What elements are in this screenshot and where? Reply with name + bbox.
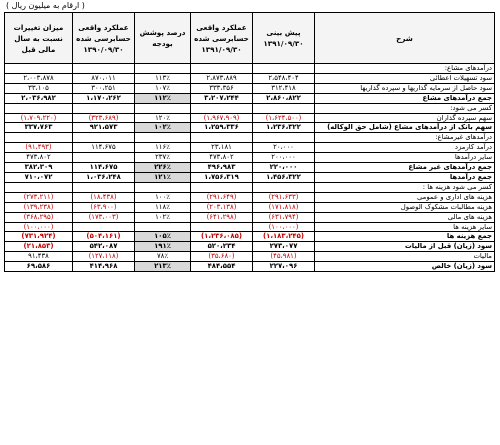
row-description: هزینه های مالی <box>315 212 495 222</box>
row-description: درآمدهای غیرمشاع: <box>315 133 495 143</box>
header-description: شرح <box>315 13 495 64</box>
table-row <box>5 202 495 212</box>
actual-prev-cell: ۸۷۰،۰۱۱ <box>73 73 135 83</box>
actual-cell: ۲،۸۷۳،۸۸۹ <box>191 73 253 83</box>
forecast-cell: (۲۹۱،۶۳۳) <box>253 192 315 202</box>
forecast-cell <box>253 103 315 113</box>
change-cell <box>5 182 73 192</box>
header-forecast: پیش بینی ۱۳۹۱/۰۹/۳۰ <box>253 13 315 64</box>
coverage-cell: ۲۲۶٪ <box>135 163 191 173</box>
actual-cell: ۱،۷۵۶،۳۱۹ <box>191 172 253 182</box>
actual-prev-cell: (۵۰۴،۱۶۱) <box>73 232 135 242</box>
actual-prev-cell <box>73 182 135 192</box>
forecast-cell <box>253 182 315 192</box>
table-row <box>5 103 495 113</box>
row-description: جمع درآمدهای مشاع <box>315 93 495 103</box>
table-row <box>5 113 495 123</box>
coverage-cell <box>135 103 191 113</box>
table-row <box>5 123 495 133</box>
actual-prev-cell: ۵۴۲،۰۸۷ <box>73 242 135 252</box>
table-row <box>5 163 495 173</box>
actual-cell: ۴۹۶،۹۸۳ <box>191 163 253 173</box>
header-actual-prev: عملکرد واقعی حسابرسی شده ۱۳۹۰/۰۹/۳۰ <box>73 13 135 64</box>
change-cell: ۳۳،۱۰۵ <box>5 83 73 93</box>
forecast-cell: ۲،۸۶۰،۸۲۲ <box>253 93 315 103</box>
forecast-cell: ۳۱۲،۴۱۸ <box>253 83 315 93</box>
coverage-cell: ۱۱۳٪ <box>135 73 191 83</box>
actual-prev-cell <box>73 103 135 113</box>
change-cell: (۳۶۸،۲۹۵) <box>5 212 73 222</box>
table-row <box>5 153 495 163</box>
row-description: جمع درآمدها <box>315 172 495 182</box>
table-body <box>5 64 495 272</box>
row-description: کسر می شود: <box>315 103 495 113</box>
actual-cell: ۱،۲۵۹،۳۳۶ <box>191 123 253 133</box>
table-row <box>5 83 495 93</box>
actual-cell: ۴۷۳،۸۰۲ <box>191 153 253 163</box>
header-actual: عملکرد واقعی حسابرسی شده ۱۳۹۱/۰۹/۳۰ <box>191 13 253 64</box>
change-cell: ۳۳۷،۷۶۳ <box>5 123 73 133</box>
table-row <box>5 232 495 242</box>
coverage-cell: ۱۰۷٪ <box>135 83 191 93</box>
forecast-cell: ۲۰،۰۰۰ <box>253 143 315 153</box>
change-cell: (۹۱،۴۹۳) <box>5 143 73 153</box>
row-description: سود (زیان) قبل از مالیات <box>315 242 495 252</box>
actual-cell: ۳،۲۰۷،۲۴۴ <box>191 93 253 103</box>
forecast-cell: (۶۳۱،۷۹۴) <box>253 212 315 222</box>
table-row <box>5 64 495 74</box>
forecast-cell: ۲۲۷،۰۹۶ <box>253 262 315 272</box>
actual-cell: (۲۹۱،۶۴۹) <box>191 192 253 202</box>
row-description: سایر درآمدها <box>315 153 495 163</box>
coverage-cell: ۱۱۶٪ <box>135 143 191 153</box>
table-row <box>5 182 495 192</box>
actual-prev-cell: (۳۲۳،۶۸۹) <box>73 113 135 123</box>
actual-prev-cell: ۱۱۴،۶۷۵ <box>73 143 135 153</box>
coverage-cell: ۱۲۱٪ <box>135 172 191 182</box>
table-row <box>5 262 495 272</box>
coverage-cell <box>135 222 191 232</box>
forecast-cell: (۱،۱۸۳،۲۴۵) <box>253 232 315 242</box>
forecast-cell: (۴۵،۹۸۱) <box>253 252 315 262</box>
table-row <box>5 252 495 262</box>
table-row <box>5 143 495 153</box>
row-description: سود تسهیلات اعطائی <box>315 73 495 83</box>
row-description: سهم سپرده گذاران <box>315 113 495 123</box>
row-description: مالیات <box>315 252 495 262</box>
units-caption: ( ارقام به میلیون ریال ) <box>6 1 85 10</box>
forecast-cell: (۱۷۱،۸۱۸) <box>253 202 315 212</box>
actual-cell <box>191 64 253 74</box>
coverage-cell: ۱۱۸٪ <box>135 202 191 212</box>
change-cell <box>5 64 73 74</box>
table-row <box>5 73 495 83</box>
forecast-cell: (۱۰۰،۰۰۰) <box>253 222 315 232</box>
coverage-cell <box>135 182 191 192</box>
change-cell: ۹۱،۴۳۸ <box>5 252 73 262</box>
change-cell <box>5 133 73 143</box>
actual-cell: ۵۲۰،۲۳۴ <box>191 242 253 252</box>
change-cell: (۲۱،۸۵۳) <box>5 242 73 252</box>
row-description: سود حاصل از سرمایه گذاریها و سپرده گذاریها <box>315 83 495 93</box>
change-cell: ۶۹،۵۸۶ <box>5 262 73 272</box>
actual-cell: ۳۳۳،۳۵۶ <box>191 83 253 93</box>
change-cell <box>5 103 73 113</box>
row-description: درآمد کارمزد <box>315 143 495 153</box>
table-row <box>5 212 495 222</box>
actual-cell: (۱،۹۶۷،۹۰۹) <box>191 113 253 123</box>
actual-prev-cell: ۱،۱۷۰،۲۶۲ <box>73 93 135 103</box>
actual-cell: (۱،۲۳۶،۰۸۵) <box>191 232 253 242</box>
actual-prev-cell: (۱۸،۴۳۸) <box>73 192 135 202</box>
change-cell: ۲،۰۰۳،۸۷۸ <box>5 73 73 83</box>
actual-prev-cell: ۳۰۰،۲۵۱ <box>73 83 135 93</box>
table-row <box>5 172 495 182</box>
header-coverage: درصد پوشش بودجه <box>135 13 191 64</box>
forecast-cell: ۱،۴۵۶،۳۲۲ <box>253 172 315 182</box>
change-cell: (۱،۷۰۹،۲۲۰) <box>5 113 73 123</box>
coverage-cell: ۱۲۰٪ <box>135 113 191 123</box>
change-cell: ۷۱۰،۰۷۲ <box>5 172 73 182</box>
change-cell: (۱۰۰،۰۰۰) <box>5 222 73 232</box>
forecast-cell: (۱،۶۲۴،۵۰۰) <box>253 113 315 123</box>
actual-prev-cell: (۱۷۳،۰۰۳) <box>73 212 135 222</box>
actual-prev-cell <box>73 222 135 232</box>
actual-cell: ۴۸۴،۵۵۴ <box>191 262 253 272</box>
table-row <box>5 192 495 202</box>
change-cell: (۲۷۳،۲۱۱) <box>5 192 73 202</box>
change-cell: ۳۸۲،۳۰۹ <box>5 163 73 173</box>
actual-prev-cell <box>73 153 135 163</box>
row-description: سهم بانک از درآمدهای مشاع (شامل حق الوکاله) <box>315 123 495 133</box>
row-description: جمع درآمدهای غیر مشاع <box>315 163 495 173</box>
actual-prev-cell: (۶۳،۹۰۰) <box>73 202 135 212</box>
row-description: سایر هزینه ها <box>315 222 495 232</box>
coverage-cell <box>135 64 191 74</box>
actual-cell: (۲۰۳،۱۳۸) <box>191 202 253 212</box>
actual-prev-cell: ۱۱۴،۶۷۵ <box>73 163 135 173</box>
header-row <box>5 13 495 64</box>
row-description: درآمدهای مشاع: <box>315 64 495 74</box>
forecast-cell: ۱،۲۳۶،۳۲۲ <box>253 123 315 133</box>
actual-cell <box>191 222 253 232</box>
forecast-cell: ۲،۵۴۸،۴۰۴ <box>253 73 315 83</box>
coverage-cell: ۱۰۰٪ <box>135 192 191 202</box>
coverage-cell: ۱۱۲٪ <box>135 93 191 103</box>
actual-cell <box>191 133 253 143</box>
coverage-cell: ۷۸٪ <box>135 252 191 262</box>
header-change: میزان تغییرات نسبت به سال مالی قبل <box>5 13 73 64</box>
actual-cell: (۶۴۱،۲۹۸) <box>191 212 253 222</box>
actual-prev-cell: ۹۲۱،۵۷۳ <box>73 123 135 133</box>
forecast-cell: ۲۷۳،۰۷۷ <box>253 242 315 252</box>
coverage-cell: ۲۳۷٪ <box>135 153 191 163</box>
change-cell: ۴۷۳،۸۰۲ <box>5 153 73 163</box>
actual-prev-cell <box>73 64 135 74</box>
actual-cell: (۳۵،۶۸۰) <box>191 252 253 262</box>
row-description: جمع هزینه ها <box>315 232 495 242</box>
coverage-cell: ۲۱۳٪ <box>135 262 191 272</box>
coverage-cell: ۱۰۲٪ <box>135 212 191 222</box>
coverage-cell: ۱۹۱٪ <box>135 242 191 252</box>
row-description: هزینه های اداری و عمومی <box>315 192 495 202</box>
coverage-cell: ۱۰۲٪ <box>135 123 191 133</box>
forecast-cell: ۲۰۰،۰۰۰ <box>253 153 315 163</box>
forecast-cell: ۲۲۰،۰۰۰ <box>253 163 315 173</box>
forecast-cell <box>253 64 315 74</box>
row-description: هزینه مطالبات مشکوک الوصول <box>315 202 495 212</box>
actual-prev-cell: ۴۱۴،۹۶۸ <box>73 262 135 272</box>
table-row <box>5 133 495 143</box>
table-row <box>5 242 495 252</box>
actual-prev-cell: (۱۲۷،۱۱۸) <box>73 252 135 262</box>
table-row <box>5 93 495 103</box>
actual-cell <box>191 182 253 192</box>
actual-cell <box>191 103 253 113</box>
actual-prev-cell: ۱،۰۳۶،۲۴۸ <box>73 172 135 182</box>
actual-prev-cell <box>73 133 135 143</box>
coverage-cell <box>135 133 191 143</box>
change-cell: (۷۳۱،۹۲۴) <box>5 232 73 242</box>
row-description: سود (زیان) خالص <box>315 262 495 272</box>
table-row <box>5 222 495 232</box>
row-description: کسر می شود هزینه ها : <box>315 182 495 192</box>
change-cell: ۲،۰۳۶،۹۸۲ <box>5 93 73 103</box>
income-statement-table <box>4 12 495 272</box>
coverage-cell: ۱۰۵٪ <box>135 232 191 242</box>
actual-cell: ۲۳،۱۸۱ <box>191 143 253 153</box>
change-cell: (۱۳۹،۲۳۸) <box>5 202 73 212</box>
forecast-cell <box>253 133 315 143</box>
